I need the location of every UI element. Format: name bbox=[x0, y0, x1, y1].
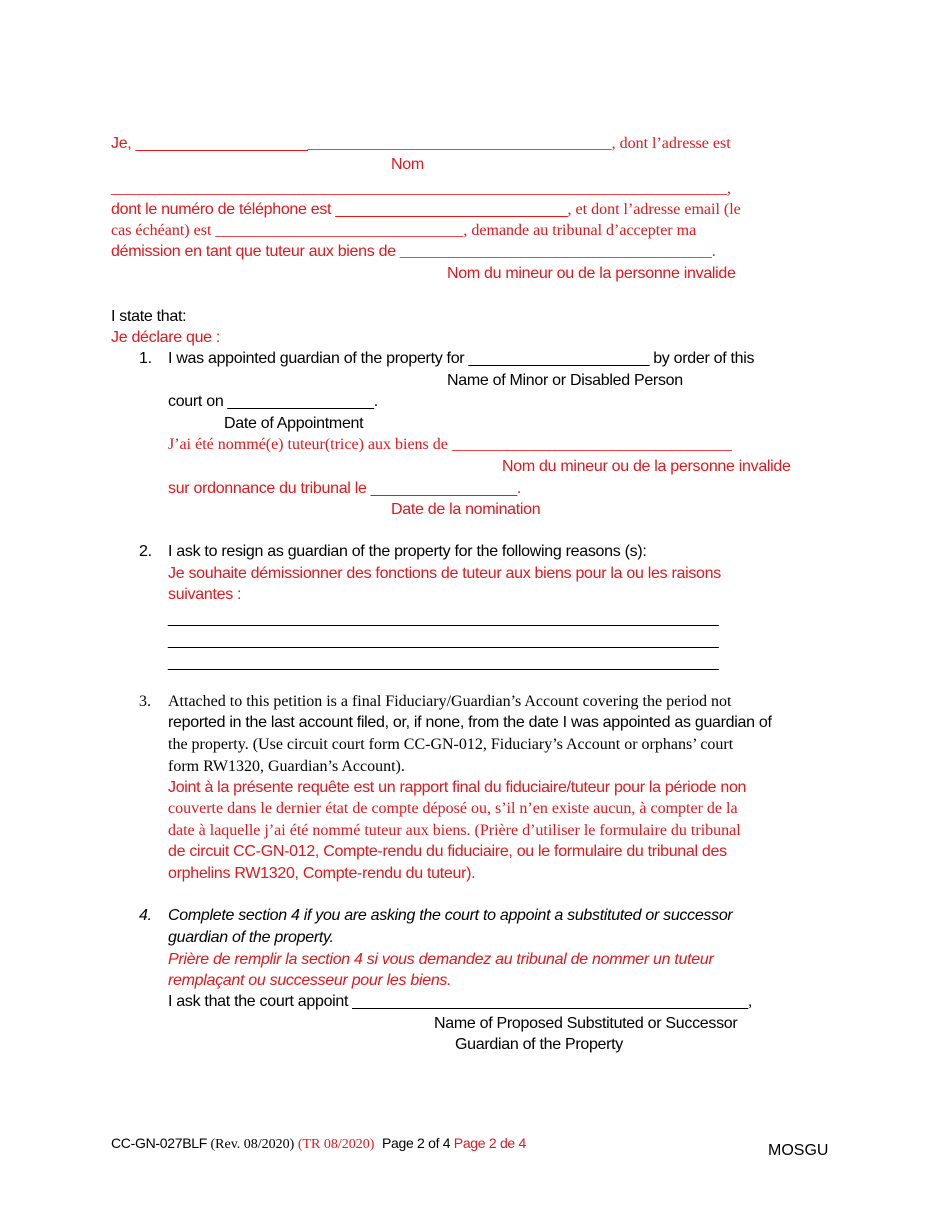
intro-line-5 bbox=[111, 242, 716, 262]
item-1-fr-date-label: Date de la nomination bbox=[391, 501, 541, 518]
item-4-ask-line: I ask that the court appoint ______________________________________________, bbox=[168, 993, 752, 1010]
item-3-fr-1: Joint à la présente requête est un rapport final du fiduciaire/tuteur pour la période non bbox=[168, 779, 747, 796]
footer-rev: (Rev. 08/2020) bbox=[210, 1137, 295, 1152]
item-1-fr-court-date: sur ordonnance du tribunal le _________________. bbox=[168, 480, 522, 497]
statement-en: I state that: bbox=[111, 308, 187, 325]
item-1-minor-label: Name of Minor or Disabled Person bbox=[447, 372, 683, 389]
item-4-number: 4. bbox=[139, 907, 152, 924]
item-1-fr-text: J’ai été nommé(e) tuteur(trice) aux biens de bbox=[168, 436, 448, 453]
nom-label: Nom bbox=[391, 156, 424, 173]
item-4-label-1: Name of Proposed Substituted or Successor bbox=[434, 1015, 738, 1032]
intro-email-text: , et dont l’adresse email (le bbox=[567, 201, 741, 218]
footer-form-code: CC-GN-027BLF bbox=[111, 1135, 207, 1151]
item-3-number: 3. bbox=[139, 693, 151, 710]
intro-name-blank-a: Je, ____________________ bbox=[111, 135, 308, 152]
item-3-en-3: the property. (Use circuit court form CC-GN-012, Fiduciary’s Account or orphans’ court bbox=[168, 736, 734, 753]
intro-email-blank: _______________________________ bbox=[215, 222, 464, 239]
reason-blank-line: ________________________________________________________________ bbox=[168, 610, 719, 627]
reason-blank-line: ________________________________________________________________ bbox=[168, 654, 719, 671]
item-4-fr-1: Prière de remplir la section 4 si vous demandez au tribunal de nommer un tuteur bbox=[168, 951, 714, 968]
item-3-fr-3: date à laquelle j’ai été nommé tuteur aux biens. (Prière d’utiliser le formulaire du tribunal bbox=[168, 822, 741, 839]
item-4-en-1: Complete section 4 if you are asking the court to appoint a substituted or successor bbox=[168, 907, 733, 924]
intro-minor-blank: _______________________________________. bbox=[395, 243, 716, 260]
intro-request-text: , demande au tribunal d’accepter ma bbox=[463, 222, 697, 239]
item-3-fr-4: de circuit CC-GN-012, Compte-rendu du fiduciaire, ou le formulaire du tribunal des bbox=[168, 843, 727, 860]
intro-phone-text: dont le numéro de téléphone est ___________________________ bbox=[111, 201, 568, 218]
footer-page-fr: Page 2 de 4 bbox=[453, 1135, 526, 1151]
intro-address-blank: _____________________________________________________________________________, bbox=[111, 180, 731, 197]
item-4-label-2: Guardian of the Property bbox=[455, 1036, 624, 1053]
item-1-court-date: court on _________________. bbox=[168, 393, 378, 410]
item-3-fr-5: orphelins RW1320, Compte-rendu du tuteur). bbox=[168, 865, 476, 882]
item-3-en-1: Attached to this petition is a final Fiduciary/Guardian’s Account covering the period not bbox=[168, 693, 732, 710]
item-2-fr-2: suivantes : bbox=[168, 586, 242, 603]
item-1-date-label: Date of Appointment bbox=[224, 415, 364, 432]
footer-form-id: MOSGU bbox=[768, 1142, 829, 1159]
item-4-en-2: guardian of the property. bbox=[168, 929, 334, 946]
item-1-fr-minor-label: Nom du mineur ou de la personne invalide bbox=[502, 458, 791, 475]
item-4-fr-2: remplaçant ou successeur pour les biens. bbox=[168, 972, 452, 989]
item-2-en: I ask to resign as guardian of the property for the following reasons (s): bbox=[168, 543, 647, 560]
intro-name-blank-b: ______________________________________ bbox=[307, 135, 612, 152]
item-2-number: 2. bbox=[139, 543, 152, 560]
item-3-en-4: form RW1320, Guardian’s Account). bbox=[168, 758, 405, 775]
footer bbox=[111, 1133, 526, 1155]
intro-email-label: cas échéant) est bbox=[111, 222, 216, 239]
intro-resign-text: démission en tant que tuteur aux biens de bbox=[111, 243, 396, 260]
item-1-number: 1. bbox=[139, 350, 152, 367]
intro-line-3 bbox=[111, 200, 741, 220]
intro-address-text: , dont l’adresse est bbox=[611, 135, 731, 152]
statement-fr: Je déclare que : bbox=[111, 329, 221, 346]
footer-tr: (TR 08/2020) bbox=[297, 1137, 375, 1152]
intro-minor-label: Nom du mineur ou de la personne invalide bbox=[447, 265, 736, 282]
footer-page-en: Page 2 of 4 bbox=[381, 1135, 451, 1151]
intro-line-1 bbox=[111, 134, 731, 154]
item-1-fr-blank: ___________________________________ bbox=[447, 436, 732, 453]
item-3-en-2: reported in the last account filed, or, if none, from the date I was appointed as guardian of bbox=[168, 714, 772, 731]
item-3-fr-2: couverte dans le dernier état de compte déposé ou, s’il n’en existe aucun, à compter de la bbox=[168, 800, 738, 817]
item-1-en-line: I was appointed guardian of the property for _____________________ by order of this bbox=[168, 350, 755, 367]
intro-line-4 bbox=[111, 221, 696, 241]
item-1-fr-line bbox=[168, 435, 732, 455]
reason-blank-line: ________________________________________________________________ bbox=[168, 632, 719, 649]
item-2-fr-1: Je souhaite démissionner des fonctions de tuteur aux biens pour la ou les raisons bbox=[168, 565, 721, 582]
